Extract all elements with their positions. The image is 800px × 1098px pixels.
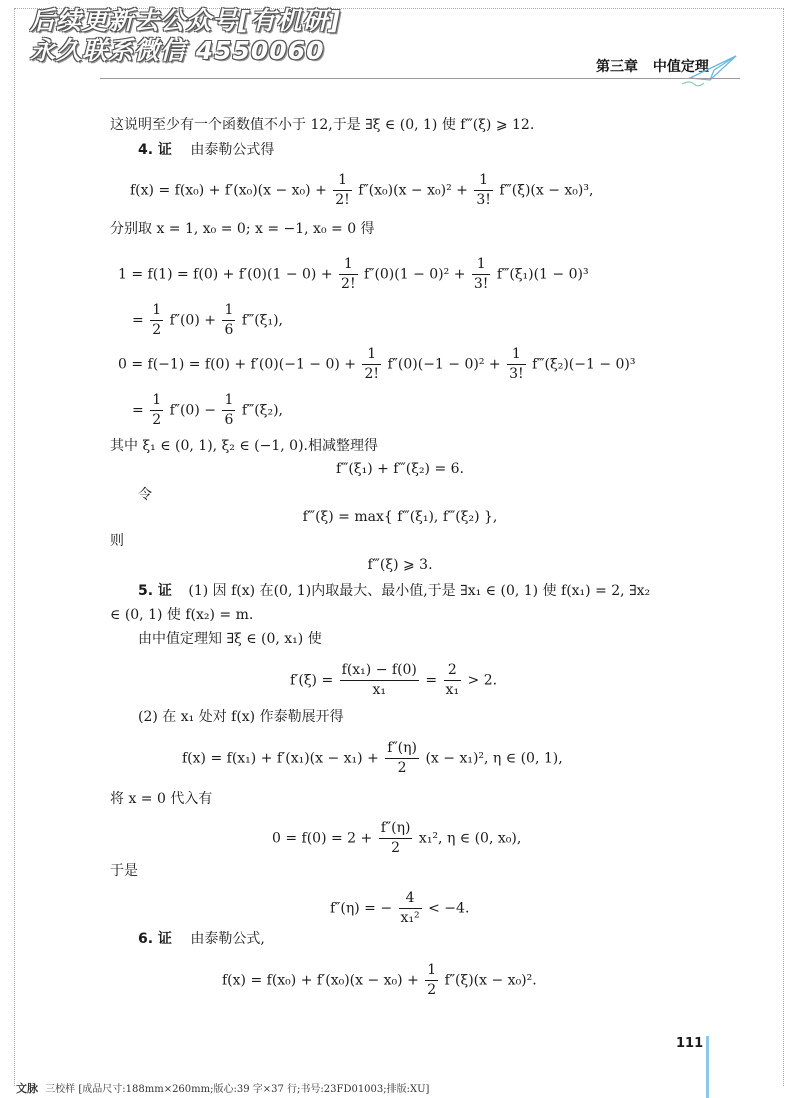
equation-mvt [290, 662, 497, 699]
text-line-6: ∈ (0, 1) 使 f(x₂) = m. [110, 607, 254, 623]
equation-taylor-x1 [182, 740, 563, 777]
text-line-5: 则 [110, 533, 124, 549]
fraction: $\frac{f''(\eta)}{2}$ [380, 820, 411, 856]
fraction: $\frac{1}{2!}$ [341, 256, 356, 292]
fraction: $\frac{4}{\text{x₁²}}$ [400, 890, 420, 926]
fraction: $\frac{1}{6}$ [224, 392, 234, 428]
proof-6-label: 6. 证 [138, 931, 172, 947]
equation-x-equals-1-simplified [132, 302, 283, 339]
text-line-3: 其中 ξ₁ ∈ (0, 1), ξ₂ ∈ (−1, 0).相减整理得 [110, 438, 378, 454]
fraction: $\frac{1}{2}$ [152, 392, 162, 428]
chapter-number: 第三章 [596, 59, 638, 75]
page-accent-bar [706, 1036, 709, 1098]
equation-sum: f‴(ξ₁) + f‴(ξ₂) = 6. [335, 461, 465, 477]
equation-part: f″(x₀)(x − x₀)² + [358, 182, 468, 199]
equation-part: f″(0) − [169, 402, 216, 419]
chapter-title: 中值定理 [652, 59, 709, 75]
text-line-7: 由中值定理知 ∃ξ ∈ (0, x₁) 使 [138, 631, 322, 647]
equation-part: < −4. [428, 900, 470, 917]
fraction: $\frac{1}{2!}$ [364, 346, 380, 382]
footer-brand: 文脉 [16, 1082, 38, 1095]
equation-part: f‴(ξ₂), [241, 402, 283, 419]
equation-part: = [132, 312, 144, 329]
fraction: $\frac{2}{\text{x₁}}$ [445, 662, 460, 698]
equation-part: f″(0)(1 − 0)² + [364, 266, 466, 283]
equation-part: f(x) = f(x₀) + f′(x₀)(x − x₀) + [222, 972, 419, 989]
equation-part: f″(0) + [169, 312, 216, 329]
proof-5-intro: (1) 因 f(x) 在(0, 1)内取最大、最小值,于是 ∃x₁ ∈ (0, 1) 使 f(x₁) = 2, ∃x₂ [188, 583, 651, 599]
equation-part: 0 = f(−1) = f(0) + f′(0)(−1 − 0) + [118, 356, 357, 373]
equation-part: f(x) = f(x₀) + f′(x₀)(x − x₀) + [130, 182, 327, 199]
proof-6-intro: 由泰勒公式, [190, 931, 265, 947]
fraction: $\frac{1}{2}$ [152, 302, 162, 338]
page-number: 111 [676, 1036, 704, 1051]
equation-part: f‴(ξ₁), [241, 312, 283, 329]
equation-part: x₁², η ∈ (0, x₀), [418, 830, 522, 847]
proof-6-heading [138, 930, 265, 948]
text-line-8: (2) 在 x₁ 处对 f(x) 作泰勒展开得 [138, 709, 344, 725]
print-footer [16, 1080, 429, 1096]
equation-part: f(x) = f(x₁) + f′(x₁)(x − x₁) + [182, 750, 379, 767]
text-line-10: 于是 [110, 863, 138, 879]
equation-part: f′(ξ) = [290, 672, 334, 689]
equation-part: > 2. [467, 672, 498, 689]
fraction: $\frac{f''(\eta)}{2}$ [387, 740, 417, 776]
equation-part: 1 = f(1) = f(0) + f′(0)(1 − 0) + [118, 266, 333, 283]
fraction: $\frac{1}{2!}$ [335, 172, 350, 208]
header-rule [100, 78, 740, 79]
equation-part: = [425, 672, 438, 689]
footer-info: 三校样 [成品尺寸:188mm×260mm;版心:39 字×37 行;书号:23FD01003;排版:XU] [45, 1084, 430, 1095]
proof-4-label: 4. 证 [138, 142, 172, 158]
equation-result: f‴(ξ) ⩾ 3. [367, 557, 433, 573]
equation-taylor-3 [130, 172, 593, 209]
equation-part: f‴(ξ₁)(1 − 0)³ [496, 266, 589, 283]
text-line-9: 将 x = 0 代入有 [110, 791, 213, 807]
equation-part: f″(0)(−1 − 0)² + [387, 356, 501, 373]
equation-substitute [272, 820, 521, 857]
equation-part: = [132, 402, 144, 419]
proof-4-heading [138, 141, 274, 159]
watermark-line-1: 后续更新去公众号[有机研] [30, 6, 341, 35]
fraction: $\frac{1}{2}$ [427, 962, 437, 998]
paper-plane-icon [680, 50, 740, 90]
fraction: $\frac{1}{3!}$ [473, 256, 489, 292]
watermark-line-2: 永久联系微信 4550060 [30, 36, 325, 65]
text-line-2: 分别取 x = 1, x₀ = 0; x = −1, x₀ = 0 得 [110, 221, 375, 237]
fraction: $\frac{1}{3!}$ [509, 346, 524, 382]
equation-part: f‴(ξ)(x − x₀)³, [499, 182, 594, 199]
fraction: $\frac{1}{6}$ [224, 302, 234, 338]
equation-part: f″(ξ)(x − x₀)². [444, 972, 537, 989]
equation-max: f‴(ξ) = max{ f‴(ξ₁), f‴(ξ₂) }, [302, 509, 498, 525]
equation-part: (x − x₁)², η ∈ (0, 1), [425, 750, 563, 767]
equation-part: f‴(ξ₂)(−1 − 0)³ [532, 356, 636, 373]
text-line-4: 令 [138, 487, 152, 503]
equation-x-equals-1 [118, 256, 589, 293]
proof-4-intro: 由泰勒公式得 [190, 142, 275, 158]
equation-x-equals-minus-1 [118, 346, 636, 383]
text-line-1: 这说明至少有一个函数值不小于 12,于是 ∃ξ ∈ (0, 1) 使 f‴(ξ) ⩾ 12. [110, 117, 535, 133]
equation-x-equals-minus-1-simplified [132, 392, 283, 429]
fraction: $\frac{\text{f(x₁) − f(0)}}{\text{x₁}}$ [341, 662, 417, 698]
watermark [30, 6, 341, 66]
fraction: $\frac{1}{3!}$ [476, 172, 491, 208]
proof-5-heading [138, 582, 650, 600]
equation-taylor-2 [222, 962, 537, 999]
equation-part: f″(η) = − [330, 900, 393, 917]
proof-5-label: 5. 证 [138, 583, 172, 599]
equation-bound [330, 890, 469, 927]
equation-part: 0 = f(0) = 2 + [272, 830, 373, 847]
